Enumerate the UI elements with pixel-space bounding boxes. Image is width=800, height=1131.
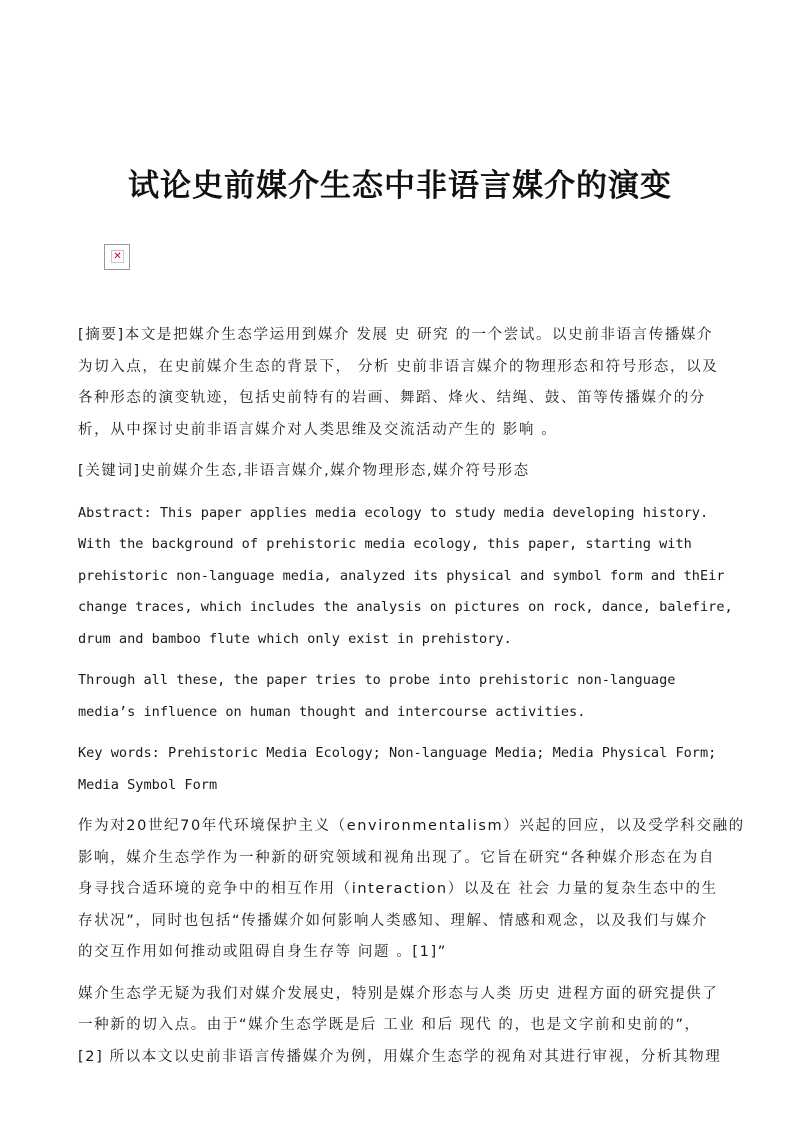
abstract-cn-line: 为切入点，在史前媒介生态的背景下， 分析 史前非语言媒介的物理形态和符号形态，以及: [78, 358, 719, 375]
keywords-en-line: Key words: Prehistoric Media Ecology; Non-language Media; Media Physical Form;: [78, 745, 717, 761]
abstract-en-line: drum and bamboo flute which only exist in prehistory.: [78, 630, 512, 647]
body-p1-line: 身寻找合适环境的竞争中的相互作用（interaction）以及在 社会 力量的复杂生态中的生: [78, 881, 718, 897]
body-paragraph-2: [78, 979, 724, 1074]
image-error-icon: ✕: [111, 250, 124, 263]
document-title: 试论史前媒介生态中非语言媒介的演变: [128, 168, 672, 204]
keywords-chinese: [78, 456, 724, 488]
body-p1-line: 存状况”，同时也包括“传播媒介如何影响人类感知、理解、情感和观念，以及我们与媒介: [78, 912, 709, 929]
body-p2-line: 一种新的切入点。由于“媒介生态学既是后 工业 和后 现代 的，也是文字前和史前的”，: [78, 1017, 701, 1033]
abstract-en-line: With the background of prehistoric media ecology, this paper, starting with: [78, 536, 692, 552]
broken-image-icon: [104, 244, 130, 270]
body-p2-line: 媒介生态学无疑为我们对媒介发展史，特别是媒介形态与人类 历史 进程方面的研究提供了: [78, 985, 719, 1002]
body-p1-line: 的交互作用如何推动或阻碍自身生存等 问题 。[1]”: [78, 944, 447, 960]
abstract-english-continued: [78, 665, 724, 728]
abstract-cn-line: [摘要]本文是把媒介生态学运用到媒介 发展 史 研究 的一个尝试。以史前非语言传播媒介: [78, 327, 714, 343]
abstract-en-line: Abstract: This paper applies media ecology to study media developing history.: [78, 504, 709, 521]
abstract-en-line: prehistoric non-language media, analyzed its physical and symbol form and thEir: [78, 567, 725, 584]
abstract-en2-line: media’s influence on human thought and intercourse activities.: [78, 703, 586, 720]
abstract-cn-line: 各种形态的演变轨迹，包括史前特有的岩画、舞蹈、烽火、结绳、鼓、笛等传播媒介的分: [78, 390, 706, 406]
keywords-en-line: Media Symbol Form: [78, 776, 218, 793]
document-body: [78, 320, 745, 1083]
body-p2-line: [2] 所以本文以史前非语言传播媒介为例，用媒介生态学的视角对其进行审视，分析其物理: [78, 1048, 722, 1065]
abstract-en-line: change traces, which includes the analysis on pictures on rock, dance, balefire,: [78, 599, 733, 615]
abstract-en2-line: Through all these, the paper tries to probe into prehistoric non-language: [78, 672, 676, 688]
abstract-chinese: [78, 320, 724, 446]
body-p1-line: 作为对20世纪70年代环境保护主义（environmentalism）兴起的回应，以及受学科交融的: [78, 818, 745, 834]
keywords-english: [78, 738, 724, 801]
body-p1-line: 影响，媒介生态学作为一种新的研究领域和视角出现了。它旨在研究“各种媒介形态在为自: [78, 849, 716, 866]
abstract-cn-line: 析，从中探讨史前非语言媒介对人类思维及交流活动产生的 影响 。: [78, 421, 558, 438]
keywords-cn-line: [关键词]史前媒介生态,非语言媒介,媒介物理形态,媒介符号形态: [78, 463, 530, 479]
body-paragraph-1: [78, 811, 745, 969]
abstract-english: [78, 498, 733, 656]
